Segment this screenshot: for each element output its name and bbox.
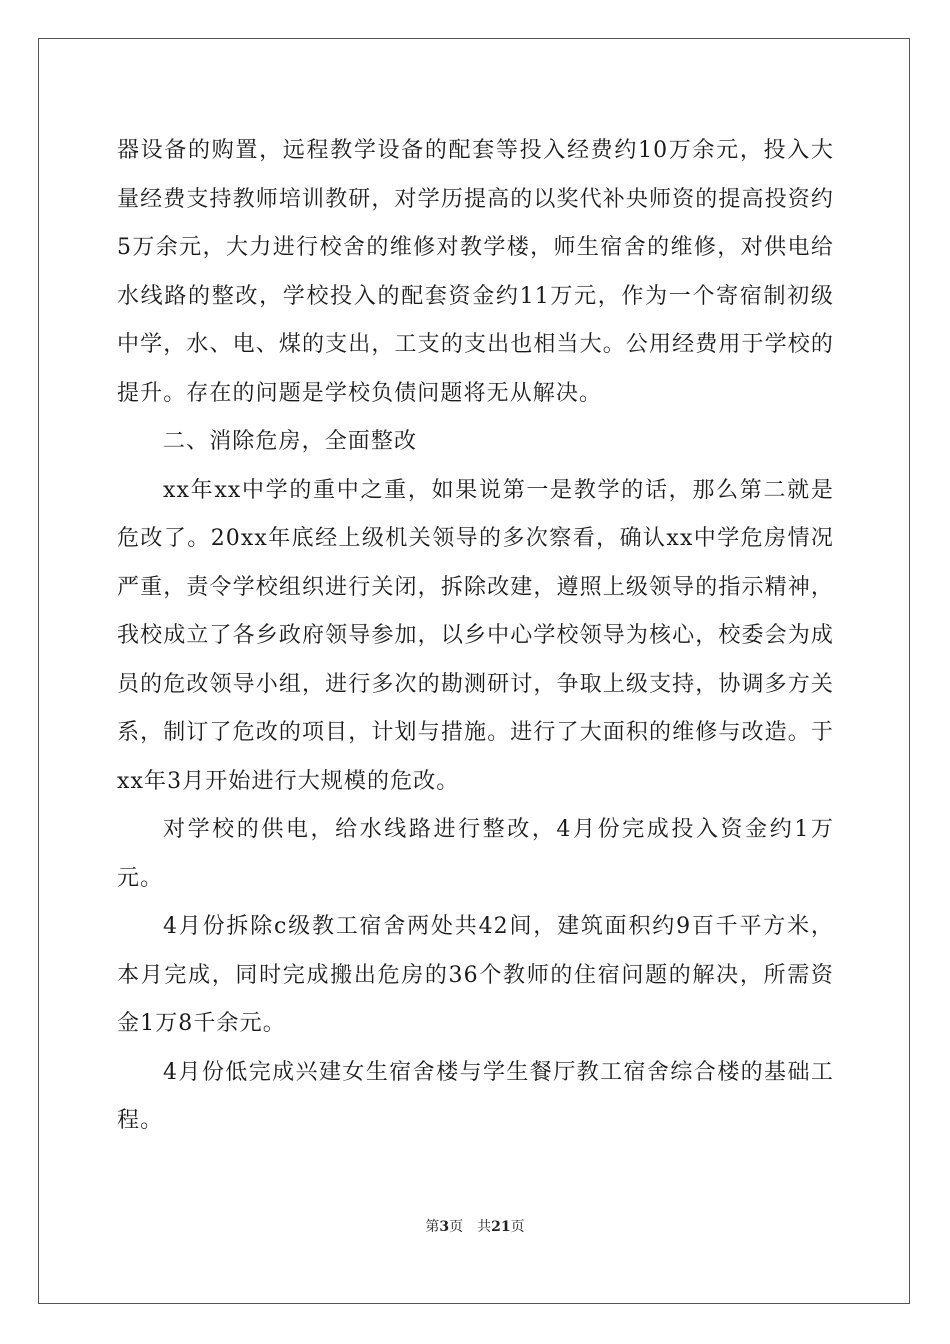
section-heading: 二、消除危房，全面整改 — [163, 429, 418, 454]
paragraph-3: 对学校的供电，给水线路进行整改，4月份完成投入资金约1万元。 — [117, 817, 834, 891]
page-footer — [0, 1216, 950, 1236]
paragraph-5: 4月份低完成兴建女生宿舍楼与学生餐厅教工宿舍综合楼的基础工程。 — [117, 1059, 834, 1133]
paragraph-1: 器设备的购置，远程教学设备的配套等投入经费约10万余元，投入大量经费支持教师培训教研，对学历提高的以奖代补央师资的提高投资约5万余元，大力进行校舍的维修对教学楼，师生宿舍的维修，对供电给水线路的整改，学校投入的配套资金约11万元，作为一个寄宿制初级中学，水、电、煤的支出，工支的支出也相当大。公用经费用于学校的提升。存在的问题是学校负债问题将无从解决。 — [117, 138, 834, 406]
page-prefix: 第 — [425, 1219, 440, 1235]
document-body — [117, 127, 834, 1146]
total-suffix: 页 — [510, 1219, 525, 1235]
paragraph-2: xx年xx中学的重中之重，如果说第一是教学的话，那么第二就是危改了。20xx年底经上级机关领导的多次察看，确认xx中学危房情况严重，责令学校组织进行关闭，拆除改建，遵照上级领导的指示精神，我校成立了各乡政府领导参加，以乡中心学校领导为核心，校委会为成员的危改领导小组，进行多次的勘测研讨，争取上级支持，协调多方关系，制订了危改的项目，计划与措施。进行了大面积的维修与改造。于xx年3月开始进行大规模的危改。 — [117, 477, 834, 794]
total-pages: 21 — [491, 1219, 511, 1235]
paragraph-4: 4月份拆除c级教工宿舍两处共42间，建筑面积约9百千平方米，本月完成，同时完成搬出危房的36个教师的住宿问题的解决，所需资金1万8千余元。 — [117, 914, 834, 1036]
page-number: 3 — [439, 1219, 450, 1235]
page-suffix: 页 — [449, 1219, 464, 1235]
total-prefix: 共 — [477, 1219, 492, 1235]
